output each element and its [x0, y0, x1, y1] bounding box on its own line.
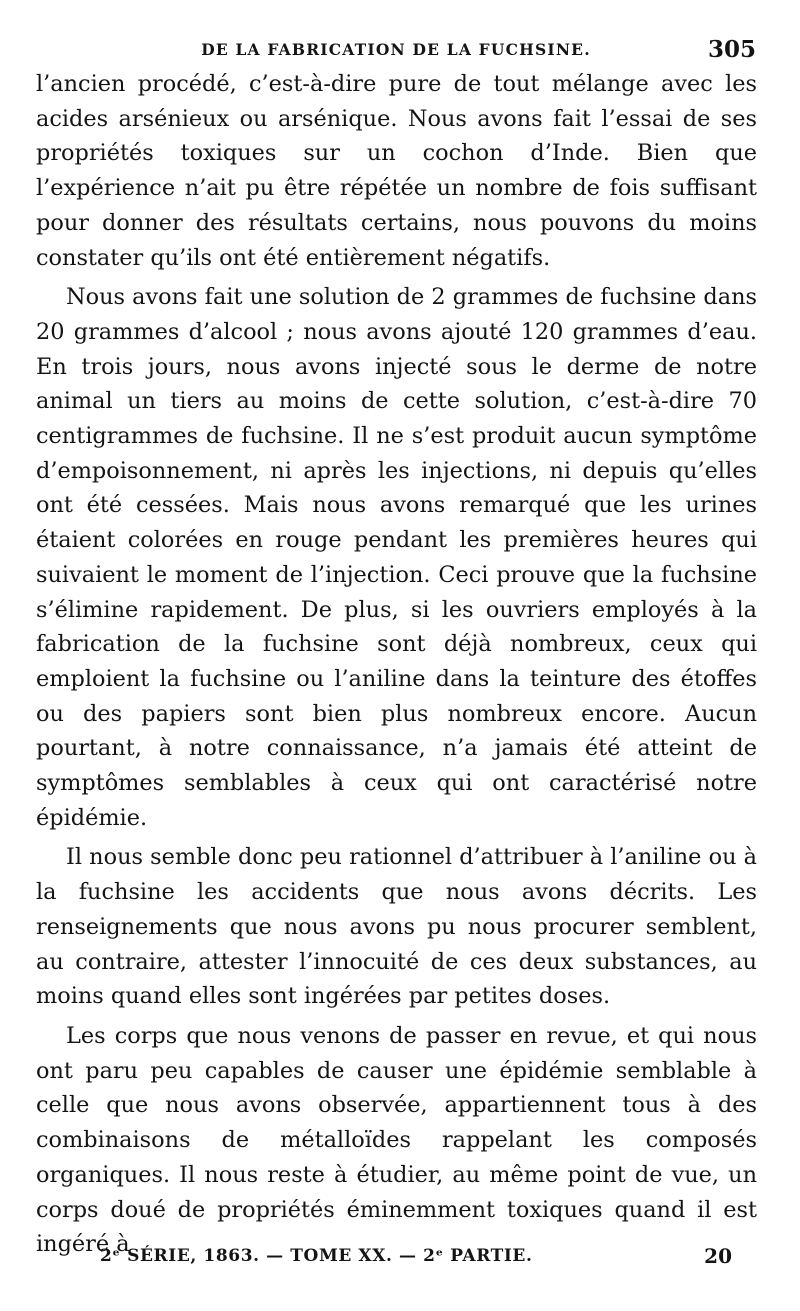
- running-title: DE LA FABRICATION DE LA FUCHSINE.: [201, 40, 591, 59]
- series-line: 2ᵉ SÉRIE, 1863. — TOME XX. — 2ᵉ PARTIE.: [100, 1246, 533, 1266]
- paragraph-3: Il nous semble donc peu rationnel d’attribuer à l’aniline ou à la fuchsine les accidents que nous avons décrits. Les renseignements que nous avons pu nous procurer semblent, au contraire, attester l’innocuité de ces deux substances, au moins quand elles sont ingérées par petites doses.: [36, 844, 757, 1010]
- paragraph-2: Nous avons fait une solution de 2 grammes de fuchsine dans 20 grammes d’alcool ; nous avons ajouté 120 grammes d’eau. En trois jours, nous avons injecté sous le derme de notre animal un tiers au moins de cette solution, c’est-à-dire 70 centigrammes de fuchsine. Il ne s’est produit aucun symptôme d’empoisonnement, ni après les injections, ni depuis qu’elles ont été cessées. Mais nous avons remarqué que les urines étaient colorées en rouge pendant les premières heures qui suivaient le moment de l’injection. Ceci prouve que la fuchsine s’élimine rapidement. De plus, si les ouvriers employés à la fabrication de la fuchsine sont déjà nombreux, ceux qui emploient la fuchsine ou l’aniline dans la teinture des étoffes ou des papiers sont bien plus nombreux encore. Aucun pourtant, à notre connaissance, n’a jamais été atteint de symptômes semblables à ceux qui ont caractérisé notre épidémie.: [36, 284, 757, 831]
- signature-mark: 20: [704, 1244, 732, 1268]
- page-header: [30, 36, 762, 70]
- paragraph-4: Les corps que nous venons de passer en revue, et qui nous ont paru peu capables de causer une épidémie semblable à celle que nous avons observée, appartiennent tous à des combinaisons de métalloïdes rappelant les composés organiques. Il nous reste à étudier, au même point de vue, un corps doué de propriétés éminemment toxiques quand il est ingéré à: [36, 1022, 757, 1258]
- paragraph-1: l’ancien procédé, c’est-à-dire pure de tout mélange avec les acides arsénieux ou arsénique. Nous avons fait l’essai de ses propriétés toxiques sur un cochon d’Inde. Bien que l’expérience n’ait pu être répétée un nombre de fois suffisant pour donner des résultats certains, nous pouvons du moins constater qu’ils ont été entièrement négatifs.: [36, 71, 757, 271]
- page-number: 305: [707, 36, 756, 63]
- page-footer: [30, 1240, 762, 1274]
- body-text: [36, 67, 757, 1267]
